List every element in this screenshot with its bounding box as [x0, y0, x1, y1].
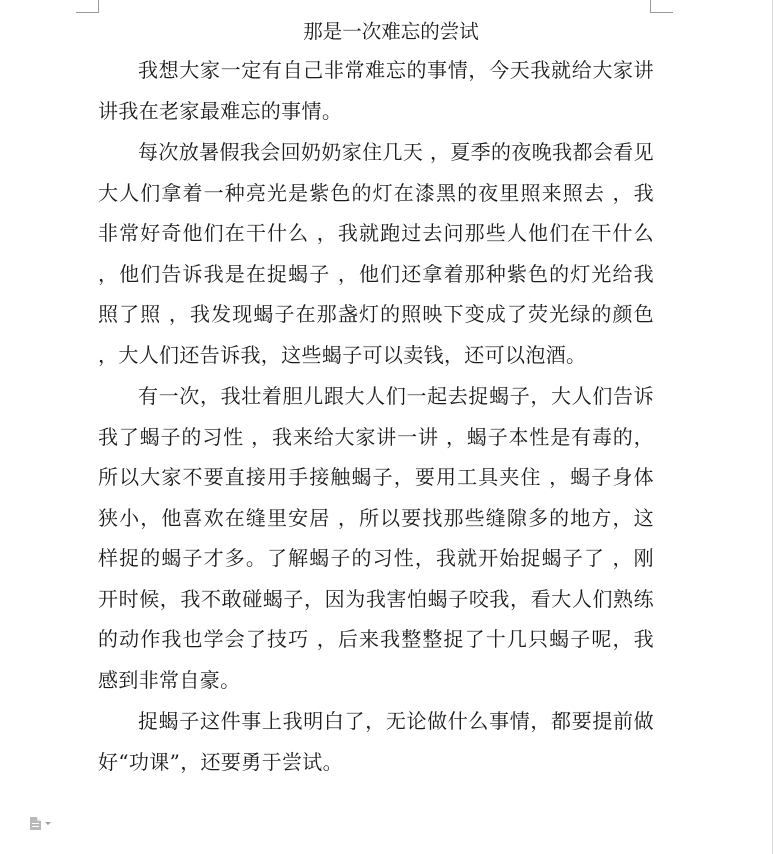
document-icon[interactable] — [30, 815, 56, 831]
paragraph-3: 有一次，我壮着胆儿跟大人们一起去捉蝎子，大人们告诉我了蝎子的习性 ，我来给大家讲一讲 ，蝎子本性是有毒的，所以大家不要直接用手接触蝎子，要用工具夹住 ，蝎子身体狭小，他喜欢在缝里安居 ，所以要找那些缝隙多的地方，这样捉的蝎子才多。了解蝎子的习性，我就开始捉蝎子了 ，刚开时候，我不敢碰蝎子，因为我害怕蝎子咬我，看大人们熟练的动作我也学会了技巧 ，后来我整整捉了十几只蝎子呢，我感到非常自豪。 — [98, 384, 654, 692]
paragraph-4: 捉蝎子这件事上我明白了，无论做什么事情，都要提前做好“功课”，还要勇于尝试。 — [98, 709, 654, 774]
top-right-crop-mark — [650, 0, 673, 13]
chevron-down-icon[interactable] — [45, 822, 51, 825]
top-left-crop-mark — [76, 0, 99, 13]
paragraph-1: 我想大家一定有自己非常难忘的事情，今天我就给大家讲讲我在老家最难忘的事情。 — [98, 58, 654, 123]
document-title: 那是一次难忘的尝试 — [303, 20, 479, 43]
paragraph-2: 每次放暑假我会回奶奶家住几天 ，夏季的夜晚我都会看见大人们拿着一种亮光是紫色的灯在漆黑的夜里照来照去 ，我非常好奇他们在干什么 ，我就跑过去问那些人他们在干什么 ，他们告诉我是在捉蝎子 ，他们还拿着那种紫色的灯光给我照了照 ，我发现蝎子在那盏灯的照映下变成了荧光绿的颜色 ，大人们还告诉我，这些蝎子可以卖钱，还可以泡酒。 — [98, 140, 654, 367]
page-sheet-icon — [30, 817, 41, 830]
document-body[interactable] — [98, 16, 654, 782]
